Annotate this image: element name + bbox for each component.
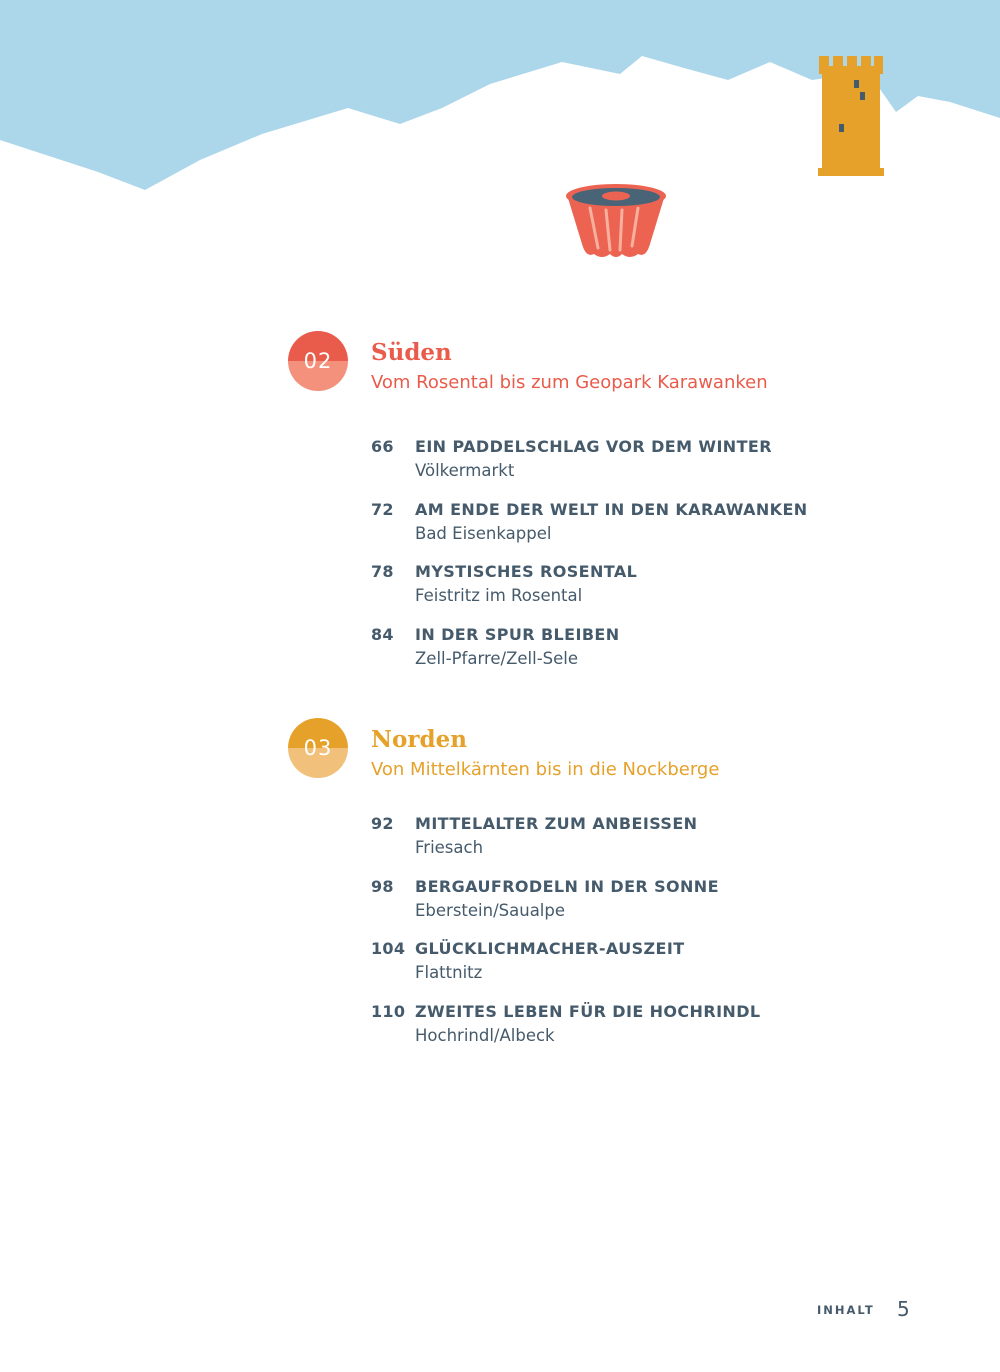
entry-place: Flattnitz — [415, 963, 483, 982]
entry-place: Bad Eisenkappel — [415, 523, 552, 543]
section-title: Süden — [371, 339, 452, 366]
entry-place: Zell-Pfarre/Zell-Sele — [415, 648, 579, 668]
entry-page-number: 84 — [371, 624, 394, 644]
entry-list — [371, 814, 911, 1064]
section-title: Norden — [371, 726, 467, 753]
entry-list — [371, 437, 911, 687]
section-subtitle: Von Mittelkärnten bis in die Nockberge — [371, 759, 720, 780]
toc-entry[interactable] — [371, 939, 911, 1002]
running-footer-label: INHALT — [817, 1303, 875, 1317]
entry-title: IN DER SPUR BLEIBEN — [415, 624, 620, 644]
entry-page-number: 104 — [371, 939, 406, 958]
section-number: 03 — [303, 736, 333, 760]
toc-entry[interactable] — [371, 500, 911, 563]
bundt-cake-icon — [560, 178, 672, 262]
entry-title: GLÜCKLICHMACHER-AUSZEIT — [415, 939, 685, 958]
toc-entry[interactable] — [371, 877, 911, 940]
entry-title: EIN PADDELSCHLAG VOR DEM WINTER — [415, 437, 772, 456]
entry-place: Friesach — [415, 838, 484, 857]
page-number: 5 — [897, 1297, 910, 1321]
toc-entry[interactable] — [371, 562, 911, 625]
tower-icon — [812, 50, 888, 182]
entry-place: Eberstein/Saualpe — [415, 900, 566, 920]
section-number-badge — [288, 331, 348, 391]
section-subtitle: Vom Rosental bis zum Geopark Karawanken — [371, 372, 768, 393]
toc-entry[interactable] — [371, 437, 911, 500]
section-number: 02 — [303, 349, 333, 373]
toc-entry[interactable] — [371, 814, 911, 877]
entry-place: Völkermarkt — [415, 461, 515, 480]
entry-title: MITTELALTER ZUM ANBEISSEN — [415, 814, 698, 833]
entry-page-number: 92 — [371, 814, 394, 833]
entry-title: AM ENDE DER WELT IN DEN KARAWANKEN — [415, 499, 808, 519]
entry-page-number: 98 — [371, 876, 394, 896]
toc-entry[interactable] — [371, 1002, 911, 1065]
entry-page-number: 78 — [371, 562, 394, 581]
section-number-badge — [288, 718, 348, 778]
entry-place: Hochrindl/Albeck — [415, 1025, 555, 1045]
entry-title: MYSTISCHES ROSENTAL — [415, 562, 638, 581]
toc-entry[interactable] — [371, 625, 911, 688]
entry-page-number: 110 — [371, 1001, 406, 1021]
entry-title: ZWEITES LEBEN FÜR DIE HOCHRINDL — [415, 1001, 761, 1021]
entry-page-number: 72 — [371, 499, 394, 519]
entry-page-number: 66 — [371, 437, 394, 456]
entry-title: BERGAUFRODELN IN DER SONNE — [415, 876, 719, 896]
entry-place: Feistritz im Rosental — [415, 586, 583, 605]
